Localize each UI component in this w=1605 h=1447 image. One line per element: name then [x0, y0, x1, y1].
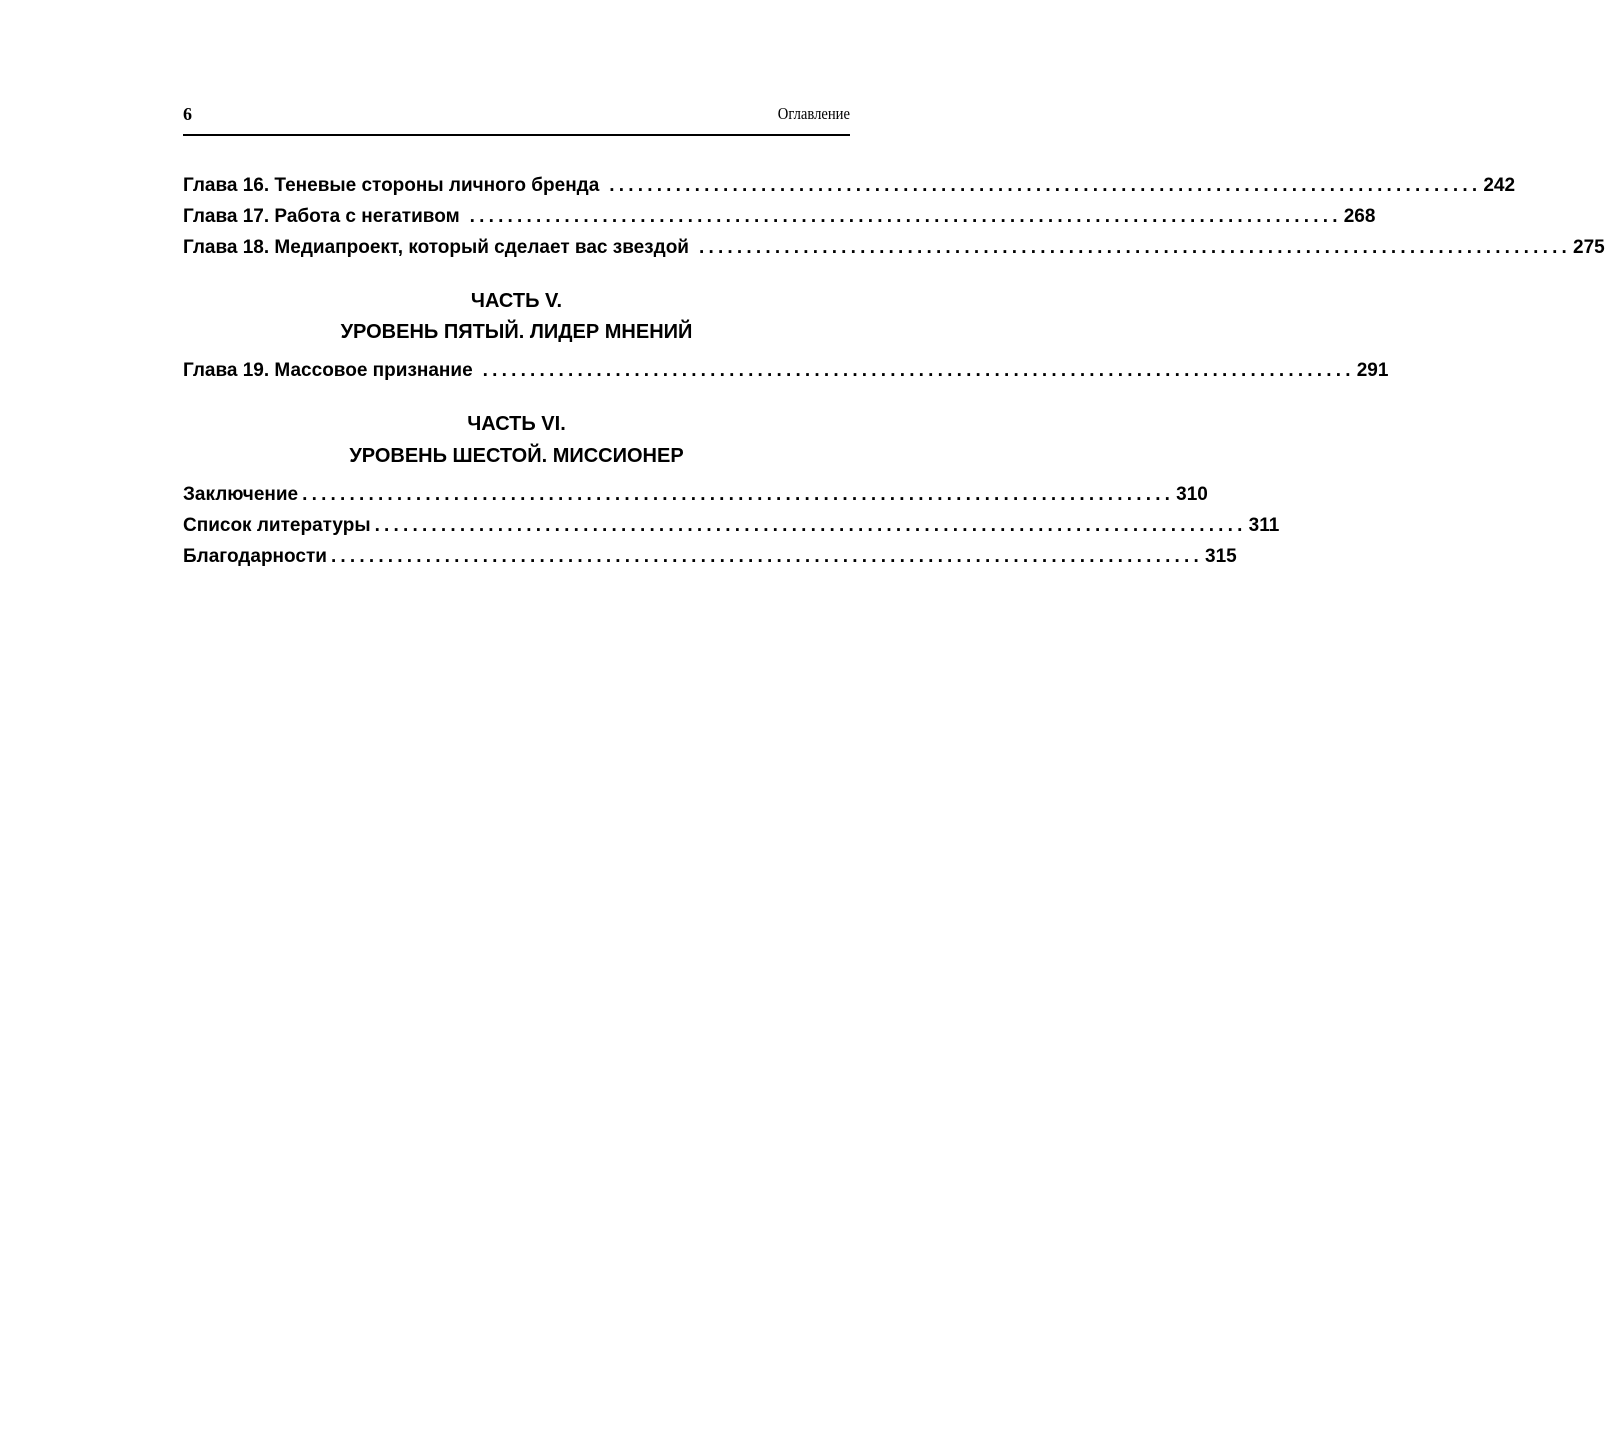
- header-rule: [183, 134, 850, 136]
- toc-entry-title: Глава 17. Работа с негативом: [183, 206, 460, 227]
- toc-entry-page: 291: [1356, 360, 1389, 381]
- dot-leader: ............................................................................................: [330, 546, 1203, 567]
- toc-entry-page: 242: [1483, 175, 1516, 196]
- part-5-label: ЧАСТЬ V.: [470, 290, 563, 312]
- toc-entry-title: Глава 19. Массовое признание: [183, 360, 473, 381]
- toc-group-chapters-16-18: [183, 170, 1605, 263]
- toc-entry-chapter-18: [183, 232, 1605, 263]
- running-title: Оглавление: [777, 104, 850, 123]
- part-6-label: ЧАСТЬ VI.: [467, 413, 566, 435]
- dot-leader: ............................................................................................: [374, 515, 1247, 536]
- toc-entry-title: Благодарности: [183, 546, 327, 567]
- dot-leader: ............................................................................................: [698, 237, 1572, 258]
- toc-group-back-matter: [183, 479, 1280, 572]
- toc-entry-page: 275: [1573, 237, 1605, 258]
- toc-entry-title: Список литературы: [183, 515, 371, 536]
- toc-entry-title: Глава 16. Теневые стороны личного бренда: [183, 175, 600, 196]
- dot-leader: ............................................................................................: [469, 206, 1342, 227]
- dot-leader: ............................................................................................: [482, 360, 1355, 381]
- toc-entry-page: 310: [1176, 484, 1208, 505]
- part-6-title: УРОВЕНЬ ШЕСТОЙ. МИССИОНЕР: [349, 445, 684, 467]
- toc-entry-chapter-16: [183, 170, 1516, 201]
- toc-entry-page: 268: [1343, 206, 1376, 227]
- toc-entry-chapter-17: [183, 201, 1376, 232]
- page-number: 6: [183, 104, 192, 124]
- toc-entry-page: 315: [1205, 546, 1237, 567]
- part-5-title: УРОВЕНЬ ПЯТЫЙ. ЛИДЕР МНЕНИЙ: [340, 321, 693, 343]
- dot-leader: ............................................................................................: [302, 484, 1175, 505]
- page-header: [183, 103, 850, 125]
- toc-entry-references: [183, 510, 1280, 541]
- dot-leader: ............................................................................................: [609, 175, 1482, 196]
- toc-group-chapter-19: [183, 355, 1389, 386]
- toc-entry-acknowledgements: [183, 541, 1237, 572]
- toc-entry-title: Глава 18. Медиапроект, который сделает вас звездой: [183, 237, 689, 258]
- toc-entry-title: Заключение: [183, 484, 299, 505]
- toc-entry-conclusion: [183, 479, 1208, 510]
- toc-entry-chapter-19: [183, 355, 1389, 386]
- toc-entry-page: 311: [1248, 515, 1280, 536]
